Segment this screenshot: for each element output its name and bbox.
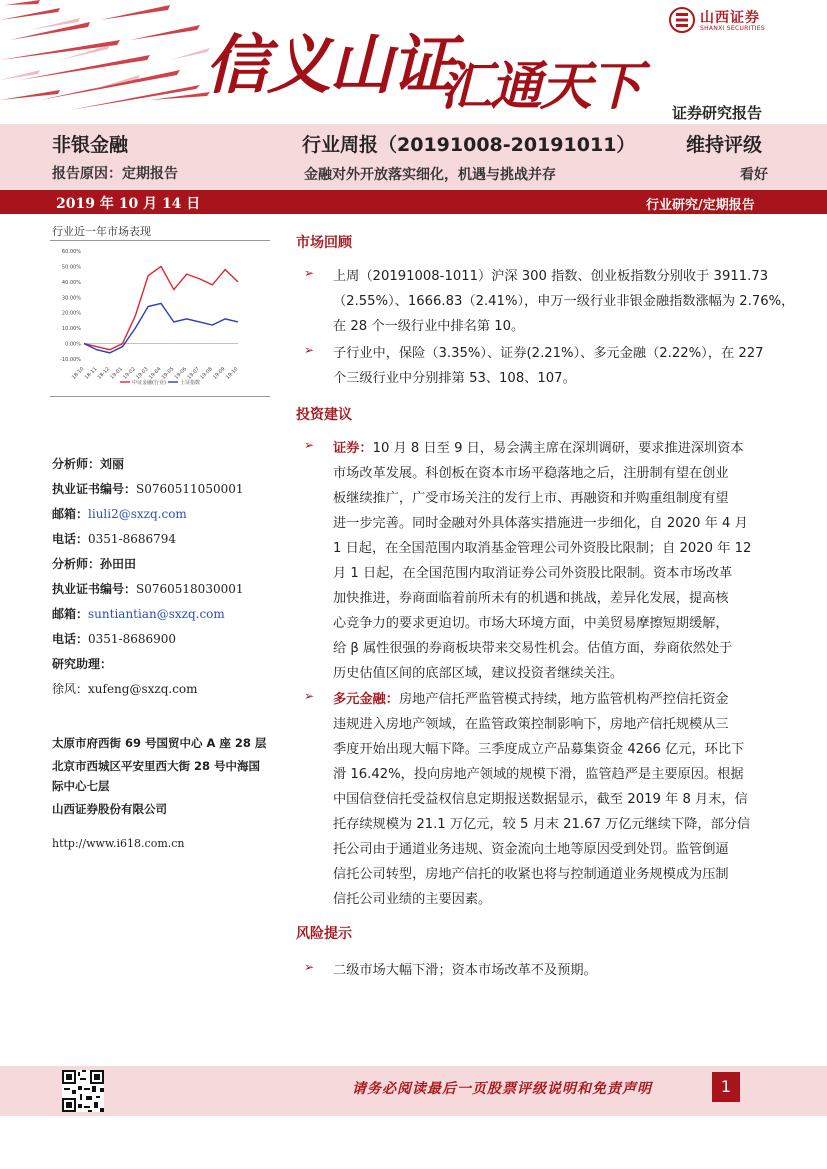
text-line: 板继续推广，广受市场关注的发行上市、再融资和并购重组制度有望	[333, 491, 729, 506]
text-line: （2.55%）、1666.83（2.41%），申万一级行业非银金融指数涨幅为 2.76%，	[333, 294, 795, 309]
email-link[interactable]: liuli2@sxzq.com	[88, 507, 187, 521]
y-tick-label: 0.00%	[65, 341, 81, 348]
text-line: 房地产信托严监管模式持续，地方监管机构严控信托资金	[398, 692, 729, 707]
text-line: 托存续规模为 21.1 万亿元，较 5 月末 21.67 万亿元继续下降，部分信	[333, 817, 751, 832]
report-category: 行业研究/定期报告	[646, 198, 755, 213]
x-tick-label: 19-01	[109, 366, 124, 381]
analyst-name: 孙田田	[100, 557, 137, 571]
report-title: 行业周报（20191008-20191011）	[302, 134, 636, 156]
x-tick-label: 19-05	[160, 366, 176, 381]
market-performance-chart	[50, 243, 270, 393]
advice-heading: 多元金融：	[333, 692, 399, 707]
review-paragraph-2	[333, 341, 764, 391]
sector-name: 非银金融	[52, 134, 129, 156]
report-date: 2019 年 10 月 14 日	[56, 196, 201, 212]
email-label: 邮箱：	[52, 507, 89, 521]
x-tick-label: 18-12	[96, 366, 112, 381]
risk-paragraph	[333, 958, 597, 983]
text-line: 中国信登信托受益权信息定期报送数据显示，截至 2019 年 8 月末，信	[333, 792, 748, 807]
address-line: 太原市府西街 69 号国贸中心 A 座 28 层	[52, 736, 267, 750]
cert-label: 执业证书编号：	[52, 482, 137, 496]
rating: 维持评级	[686, 134, 763, 156]
legend-label: 中证金融(行业)	[132, 380, 166, 386]
text-line: 给 β 属性很强的券商板块带来交易性机会。估值方面，券商依然处于	[333, 641, 733, 656]
bullet-arrow-icon: ➢	[304, 266, 315, 280]
text-line: 信托公司转型，房地产信托的收紧也将与控制通道业务规模成为压制	[333, 867, 729, 882]
assistant-info: 徐风：xufeng@sxzq.com	[52, 682, 198, 696]
y-tick-label: 20.00%	[61, 310, 81, 317]
logo-icon	[668, 6, 696, 34]
analyst-info	[52, 452, 282, 702]
phone-number: 0351-8686794	[88, 532, 177, 546]
analyst-name: 刘丽	[100, 457, 125, 471]
text-line: 季度开始出现大幅下降。三季度成立产品募集资金 4266 亿元，环比下	[333, 742, 745, 757]
y-tick-label: 50.00%	[61, 264, 81, 271]
phone-label: 电话：	[52, 532, 89, 546]
bullet-arrow-icon: ➢	[304, 438, 315, 452]
address-line: 际中心七层	[52, 779, 110, 793]
brand-name-en: SHANXI SECURITIES	[700, 25, 765, 32]
text-line: 心竞争力的要求更迫切。市场大环境方面，中美贸易摩擦短期缓解，	[333, 616, 729, 631]
text-line: 10 月 8 日至 9 日，易会满主席在深圳调研，要求推进深圳资本	[372, 441, 744, 456]
text-line: 信托公司业绩的主要因素。	[333, 892, 492, 907]
divider	[50, 240, 270, 241]
x-tick-label: 19-04	[147, 366, 163, 381]
x-tick-label: 18-11	[83, 366, 99, 381]
x-tick-label: 19-06	[173, 366, 189, 381]
section-title-review: 市场回顾	[296, 235, 352, 251]
advice-heading: 证券：	[333, 441, 373, 456]
text-line: 个三级行业中分别排第 53、108、107。	[333, 371, 576, 386]
y-tick-label: 40.00%	[61, 279, 81, 286]
x-tick-label: 19-09	[212, 366, 227, 381]
qr-code-icon[interactable]	[62, 1070, 104, 1112]
email-link[interactable]: suntiantian@sxzq.com	[88, 607, 225, 621]
address-line: 北京市西城区平安里西大街 28 号中海国	[52, 759, 261, 773]
text-line: 进一步完善。同时金融对外具体落实措施进一步细化，自 2020 年 4 月	[333, 516, 748, 531]
section-title-advice: 投资建议	[296, 407, 352, 423]
text-line: 违规进入房地产领域，在监管政策控制影响下，房地产信托规模从三	[333, 717, 729, 732]
text-line: 托公司由于通道业务违规、资金流向土地等原因受到处罚。监管倒逼	[333, 842, 729, 857]
text-line: 市场改革发展。科创板在资本市场平稳落地之后，注册制有望在创业	[333, 466, 729, 481]
phone-label: 电话：	[52, 632, 89, 646]
chart-heading: 行业近一年市场表现	[52, 225, 151, 238]
bullet-arrow-icon: ➢	[304, 343, 315, 357]
text-line: 在 28 个一级行业中排名第 10。	[333, 319, 525, 334]
x-tick-label: 19-03	[135, 366, 150, 381]
company-address	[52, 730, 282, 822]
y-tick-label: 30.00%	[61, 295, 81, 302]
rating-outlook: 看好	[740, 167, 768, 183]
report-reason: 报告原因：定期报告	[52, 166, 178, 182]
slogan-part1: 信义山证	[205, 28, 453, 103]
advice-paragraph-securities	[333, 436, 751, 686]
company-name: 山西证券股份有限公司	[52, 802, 167, 816]
text-line: 子行业中，保险（3.35%）、证券(2.21%）、多元金融（2.22%），在 227	[333, 346, 764, 361]
text-line: 历史估值区间的底部区域，建议投资者继续关注。	[333, 666, 624, 681]
advice-paragraph-diversified	[333, 687, 750, 912]
divider	[50, 396, 270, 397]
review-paragraph-1	[333, 264, 794, 339]
x-tick-label: 19-08	[199, 366, 214, 381]
x-tick-label: 18-10	[70, 366, 86, 381]
x-tick-label: 19-07	[186, 366, 201, 381]
slogan-part2: 汇通天下	[440, 56, 641, 117]
email-label: 邮箱：	[52, 607, 89, 621]
x-tick-label: 19-10	[224, 366, 240, 381]
report-type: 证券研究报告	[672, 104, 763, 122]
cert-label: 执业证书编号：	[52, 582, 137, 596]
brand-name: 山西证券	[700, 10, 760, 26]
page-number: 1	[712, 1072, 740, 1102]
assistant-label: 研究助理：	[52, 657, 113, 671]
y-tick-label: 10.00%	[61, 326, 81, 333]
cert-number: S0760511050001	[136, 482, 244, 496]
section-title-risk: 风险提示	[296, 926, 352, 942]
footer-disclaimer: 请务必阅读最后一页股票评级说明和免责声明	[352, 1081, 652, 1097]
text-line: 滑 16.42%，投向房地产领域的规模下滑，监管趋严是主要原因。根据	[333, 767, 744, 782]
y-tick-label: 60.00%	[61, 249, 81, 255]
x-tick-label: 19-02	[122, 366, 137, 381]
series-line	[84, 303, 238, 352]
phone-number: 0351-8686900	[88, 632, 177, 646]
analyst-label: 分析师：	[52, 457, 101, 471]
cert-number: S0760518030001	[136, 582, 244, 596]
bullet-arrow-icon: ➢	[304, 960, 315, 974]
text-line: 加快推进，券商面临着前所未有的机遇和挑战，差异化发展，提高核	[333, 591, 729, 606]
bullet-arrow-icon: ➢	[304, 689, 315, 703]
company-url[interactable]: http://www.i618.com.cn	[52, 837, 185, 850]
text-line: 二级市场大幅下滑；资本市场改革不及预期。	[333, 963, 597, 978]
analyst-label: 分析师：	[52, 557, 101, 571]
report-subtitle: 金融对外开放落实细化，机遇与挑战并存	[304, 167, 556, 183]
y-tick-label: -10.00%	[60, 357, 81, 363]
series-line	[84, 266, 238, 349]
legend-label: 上证指数	[180, 380, 201, 386]
text-line: 1 日起，在全国范围内取消基金管理公司外资股比限制；自 2020 年 12	[333, 541, 752, 556]
text-line: 上周（20191008-1011）沪深 300 指数、创业板指数分别收于 3911.73	[333, 269, 769, 284]
text-line: 月 1 日起，在全国范围内取消证券公司外资股比限制。资本市场改革	[333, 566, 733, 581]
